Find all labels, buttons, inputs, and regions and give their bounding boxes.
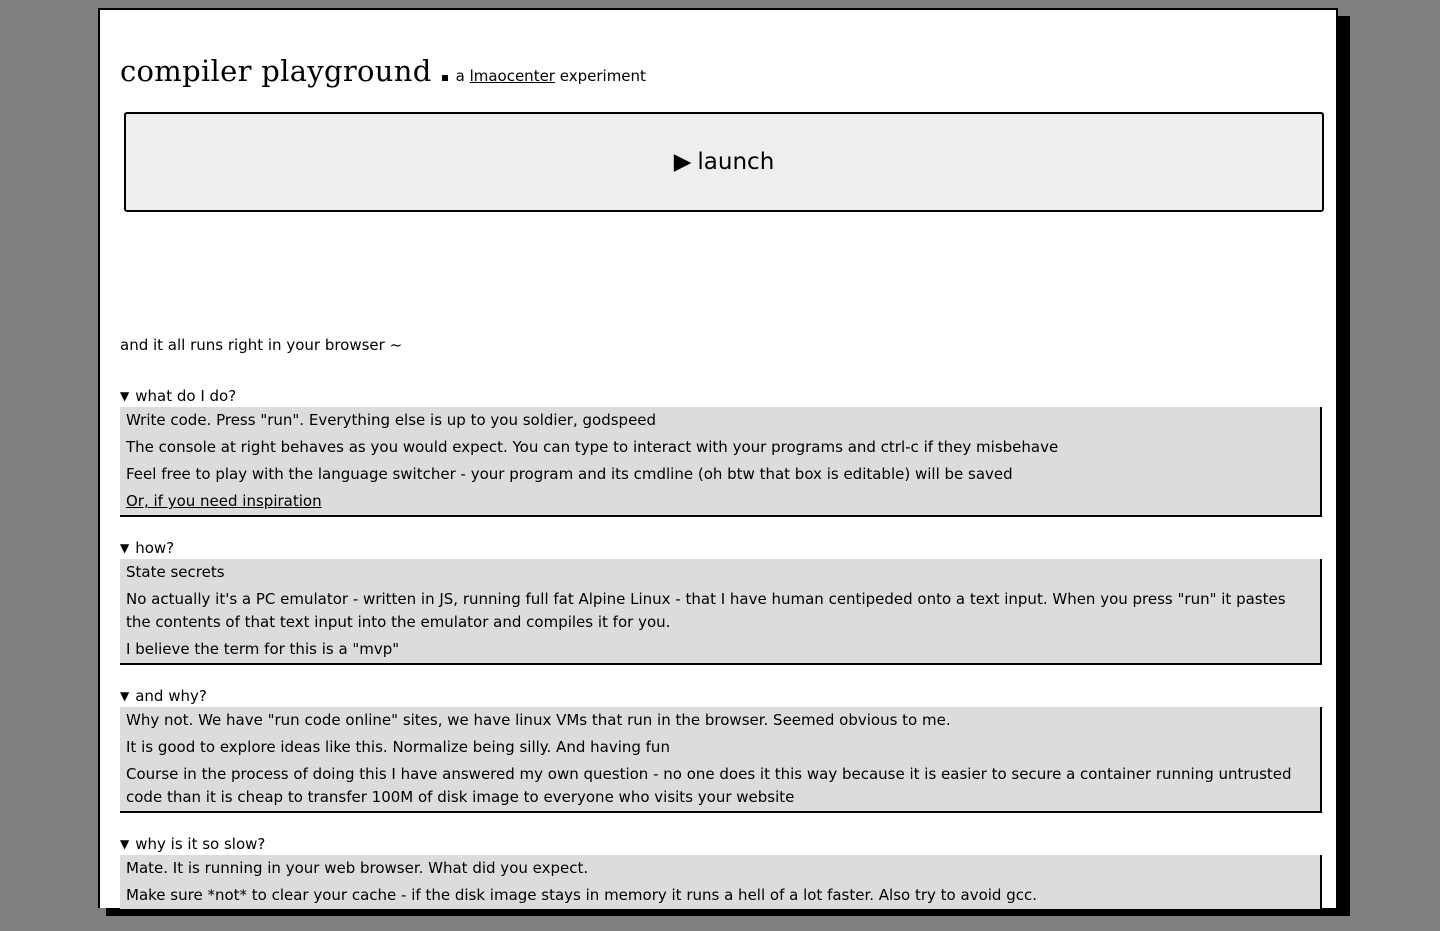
faq-answer-line: Mate. It is running in your web browser. What did you expect. — [126, 859, 589, 877]
faq-answer-line: Make sure *not* to clear your cache - if the disk image stays in memory it runs a hell of a lot faster. Also try to avoid gcc. — [126, 886, 1037, 904]
faq-item-how — [120, 537, 1322, 665]
faq-answer-line: The console at right behaves as you would expect. You can type to interact with your programs and ctrl-c if they misbehave — [126, 438, 1059, 456]
faq-item-what — [120, 385, 1322, 517]
faq-answer-line: Feel free to play with the language switcher - your program and its cmdline (oh btw that box is editable) will be saved — [126, 465, 1013, 483]
play-icon: ▶ — [673, 149, 692, 175]
expanded-triangle-icon: ▼ — [120, 389, 130, 403]
faq-answer — [120, 407, 1322, 517]
faq-toggle-how[interactable] — [120, 537, 1322, 559]
expanded-triangle-icon: ▼ — [120, 541, 130, 555]
faq-answer-line: Course in the process of doing this I have answered my own question - no one does it this way because it is easier to secure a container running untrusted code than it is cheap to transfer 100M of disk image to everyone who visits your website — [126, 765, 1292, 806]
page-title: compiler playground — [120, 54, 432, 88]
faq-toggle-what[interactable] — [120, 385, 1322, 407]
subtitle — [456, 67, 646, 85]
faq-answer-line: Why not. We have "run code online" sites, we have linux VMs that run in the browser. Seemed obvious to me. — [126, 711, 951, 729]
subtitle-suffix: experiment — [559, 67, 646, 85]
faq-item-slow — [120, 833, 1322, 911]
faq-question: how? — [135, 539, 175, 557]
faq-question: why is it so slow? — [135, 835, 266, 853]
faq-question: and why? — [135, 687, 207, 705]
faq-answer — [120, 707, 1322, 813]
faq-question: what do I do? — [135, 387, 237, 405]
expanded-triangle-icon: ▼ — [120, 689, 130, 703]
faq-answer — [120, 559, 1322, 665]
tagline: and it all runs right in your browser ~ — [120, 336, 403, 354]
inspiration-link[interactable]: Or, if you need inspiration — [126, 492, 322, 510]
faq-answer-line — [126, 488, 1308, 515]
faq-item-why — [120, 685, 1322, 813]
page — [98, 8, 1338, 908]
expanded-triangle-icon: ▼ — [120, 837, 130, 851]
faq-answer-line: State secrets — [126, 563, 225, 581]
launch-button[interactable] — [124, 112, 1324, 212]
title-separator — [442, 75, 448, 81]
faq-list — [120, 385, 1322, 931]
faq-answer-line: No actually it's a PC emulator - written in JS, running full fat Alpine Linux - that I have human centipeded onto a text input. When you press "run" it pastes the contents of that text input into the emulator and compiles it for you. — [126, 590, 1286, 631]
subtitle-prefix: a — [455, 67, 465, 85]
faq-toggle-why[interactable] — [120, 685, 1322, 707]
faq-answer-line: Write code. Press "run". Everything else is up to you soldier, godspeed — [126, 411, 657, 429]
faq-answer-line: It is good to explore ideas like this. Normalize being silly. And having fun — [126, 738, 670, 756]
lmaocenter-link[interactable]: lmaocenter — [469, 67, 555, 85]
launch-label: launch — [697, 149, 775, 175]
faq-toggle-slow[interactable] — [120, 833, 1322, 855]
header — [120, 54, 646, 88]
faq-answer-line: I believe the term for this is a "mvp" — [126, 640, 400, 658]
faq-answer — [120, 855, 1322, 911]
